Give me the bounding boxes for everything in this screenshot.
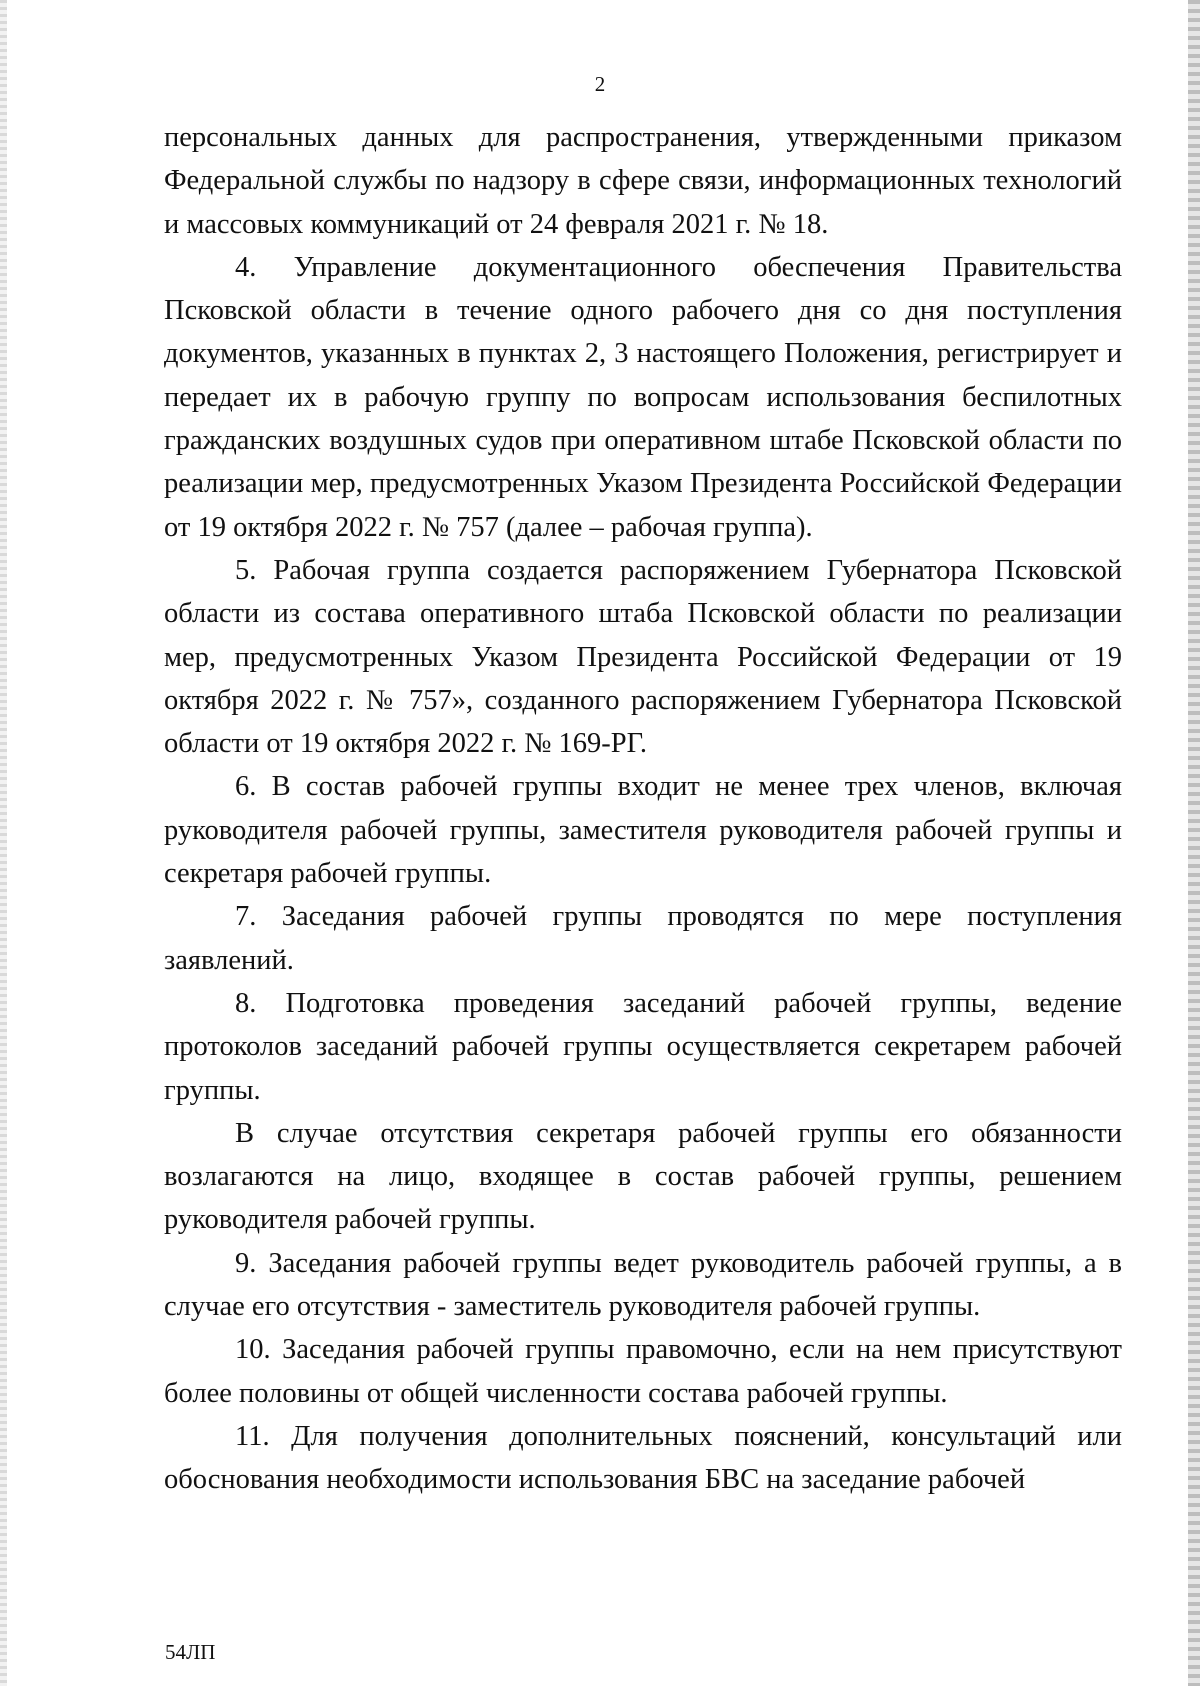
paragraph-item-8: 8. Подготовка проведения заседаний рабочей группы, ведение протоколов заседаний рабочей группы осуществляется секретарем рабочей группы.	[164, 987, 1122, 1106]
scan-edge-left	[0, 0, 7, 1686]
paragraph-item-11: 11. Для получения дополнительных пояснений, консультаций или обоснования необходимости использования БВС на заседание рабочей	[164, 1420, 1122, 1496]
page-number: 2	[594, 72, 606, 96]
paragraph-item-5: 5. Рабочая группа создается распоряжением Губернатора Псковской области из состава оперативного штаба Псковской области по реализации мер, предусмотренных Указом Президента Российской Федерации от 19 октября 2022 г. № 757», созданного распоряжением Губернатора Псковской области от 19 октября 2022 г. № 169-РГ.	[164, 554, 1122, 760]
paragraph-item-4: 4. Управление документационного обеспечения Правительства Псковской области в течение одного рабочего дня со дня поступления документов, указанных в пунктах 2, 3 настоящего Положения, регистрирует и передает их в рабочую группу по вопросам использования беспилотных гражданских воздушных судов при оперативном штабе Псковской области по реализации мер, предусмотренных Указом Президента Российской Федерации от 19 октября 2022 г. № 757 (далее – рабочая группа).	[164, 251, 1122, 543]
paragraph-item-6: 6. В состав рабочей группы входит не менее трех членов, включая руководителя рабочей группы, заместителя руководителя рабочей группы и секретаря рабочей группы.	[164, 771, 1122, 890]
scan-edge-right	[1188, 0, 1200, 1686]
paragraph-item-10: 10. Заседания рабочей группы правомочно, если на нем присутствуют более половины от общей численности состава рабочей группы.	[164, 1334, 1122, 1409]
paragraph-item-8-note: В случае отсутствия секретаря рабочей группы его обязанности возлагаются на лицо, входящее в состав рабочей группы, решением руководителя рабочей группы.	[164, 1117, 1122, 1236]
document-code: 54ЛП	[165, 1640, 216, 1664]
paragraph-item-9: 9. Заседания рабочей группы ведет руководитель рабочей группы, а в случае его отсутствия - заместитель руководителя рабочей группы.	[164, 1247, 1122, 1323]
paragraph-item-7: 7. Заседания рабочей группы проводятся по мере поступления заявлений.	[164, 901, 1122, 976]
document-body	[164, 116, 1122, 1502]
paragraph-continuation: персональных данных для распространения, утвержденными приказом Федеральной службы по надзору в сфере связи, информационных технологий и массовых коммуникаций от 24 февраля 2021 г. № 18.	[164, 122, 1122, 240]
